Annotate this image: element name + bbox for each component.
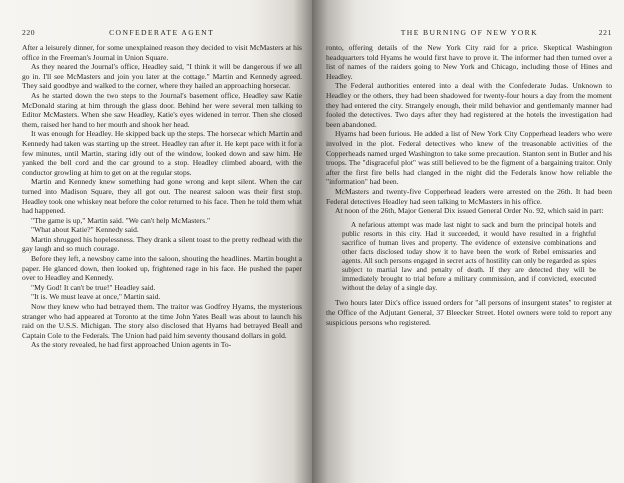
block-quote: A nefarious attempt was made last night to sack and burn the principal hotels and public resorts in this city. Had it succeeded, it would have resulted in a frightful sacrifice of human lives and property. The evidence of extensive combinations and other facts disclosed today show it to have been the work of Rebel emissaries and agents. All such persons engaged in secret acts of hostility can only be regarded as spies subject to martial law and penalty of death. If they are detected they will be immediately brought to trial before a military commission, and if convicted, executed without the delay of a single day.: [342, 220, 596, 293]
paragraph: "My God! It can't be true!" Headley said.: [31, 282, 156, 292]
right-page-body: [326, 43, 612, 327]
left-page-header: [22, 28, 302, 41]
page-number: 220: [22, 28, 36, 37]
paragraph: Martin shrugged his hopelessness. They drank a silent toast to the pretty redhead with the gay laugh and so much courage.: [22, 234, 302, 254]
paragraph: ronto, offering details of the New York City raid for a price. Skeptical Washington headquarters told Hyams he would first have to prove it. The informer had then turned over a list of names of the raiders going to New York and Chicago, including those of Hines and Headley.: [326, 43, 612, 81]
right-page-header: [326, 28, 612, 41]
paragraph: At noon of the 26th, Major General Dix issued General Order No. 92, which said in part:: [335, 206, 604, 216]
paragraph: Two hours later Dix's office issued orders for "all persons of insurgent states" to register at the Office of the Adjutant General, 37 Bleecker Street. Hotel owners were told to report any suspicious persons who registered.: [326, 298, 612, 327]
page-number: 221: [598, 28, 612, 37]
paragraph: As they neared the Journal's office, Headley said, "I think it will be dangerous if we all go in. I'll see McMasters and join you later at the cottage." Martin and Kennedy agreed. They said goodbye and walked to the corner, where they hailed an approaching horsecar.: [22, 62, 302, 91]
paragraph: The Federal authorities entered into a deal with the Confederate Judas. Unknown to Headley or the others, they had been shadowed for twenty-four hours a day from the moment they had entered the city. Strangely enough, their mild behavior and gentlemanly manner had fooled the detectives. Two days after they had registered at the hotels the investigation had been abandoned.: [326, 81, 612, 129]
paragraph: After a leisurely dinner, for some unexplained reason they decided to visit McMasters at his office in the Freeman's Journal in Union Square.: [22, 43, 302, 62]
right-page: [312, 0, 624, 483]
running-head: CONFEDERATE AGENT: [109, 28, 215, 37]
paragraph: As the story revealed, he had first approached Union agents in To-: [31, 340, 232, 350]
paragraph: It was enough for Headley. He skipped back up the steps. The horsecar which Martin and Kennedy had taken was starting up the street. Headley ran after it. He kept pace with it for a few minutes, until Martin, staring idly out of the window, looked down and saw him. He yanked the bell cord and the car ground to a stop. Headley climbed aboard, with the conductor growling at him to get on at the regular stops.: [22, 129, 302, 177]
paragraph: "It is. We must leave at once," Martin said.: [31, 292, 161, 302]
left-page-body: [22, 43, 302, 350]
running-head: THE BURNING OF NEW YORK: [400, 28, 539, 37]
paragraph: "The game is up," Martin said. "We can't help McMasters.": [31, 215, 211, 225]
paragraph: Hyams had been furious. He added a list of New York City Copperhead leaders who were involved in the plot. Federal detectives who knew of the treasonable activities of the Copperheads named urged Washington to take some precaution. Stanton sent in Butler and his troops. The "disgraceful plot" was still believed to be the figment of a bargaining traitor. Only after the first fire bells had clanged in the night did the Federals know how reliable the "information" had been.: [326, 129, 612, 187]
paragraph: Before they left, a newsboy came into the saloon, shouting the headlines. Martin bought a paper. He glanced down, then looked up, frightened rage in his face. He pushed the paper over to Headley and Kennedy.: [22, 254, 302, 283]
paragraph: As he started down the two steps to the Journal's basement office, Headley saw Katie McDonald staring at him through the glass door. Behind her were several men talking to Editor McMasters. When she saw Headley, Katie's eyes widened in terror. Then she closed them, raised her hand to her mouth and shook her head.: [22, 90, 302, 129]
paragraph: Now they knew who had betrayed them. The traitor was Godfrey Hyams, the mysterious stranger who had appeared at Toronto at the time John Yates Beall was about to launch his raid on the U.S.S. Michigan. The story also disclosed that Hyams had betrayed Beall and Captain Cole to the Federals. The Union had paid him seventy thousand dollars in gold.: [22, 302, 302, 340]
paragraph: Martin and Kennedy knew something had gone wrong and kept silent. When the car turned into Madison Square, they all got out. The nearest saloon was their first stop. Headley took one whiskey neat before the color returned to his face. Then he told them what had happened.: [22, 177, 302, 216]
paragraph: McMasters and twenty-five Copperhead leaders were arrested on the 26th. It had been Federal detectives Headley had seen talking to McMasters in his office.: [326, 186, 612, 206]
paragraph: "What about Katie?" Kennedy said.: [31, 225, 139, 235]
